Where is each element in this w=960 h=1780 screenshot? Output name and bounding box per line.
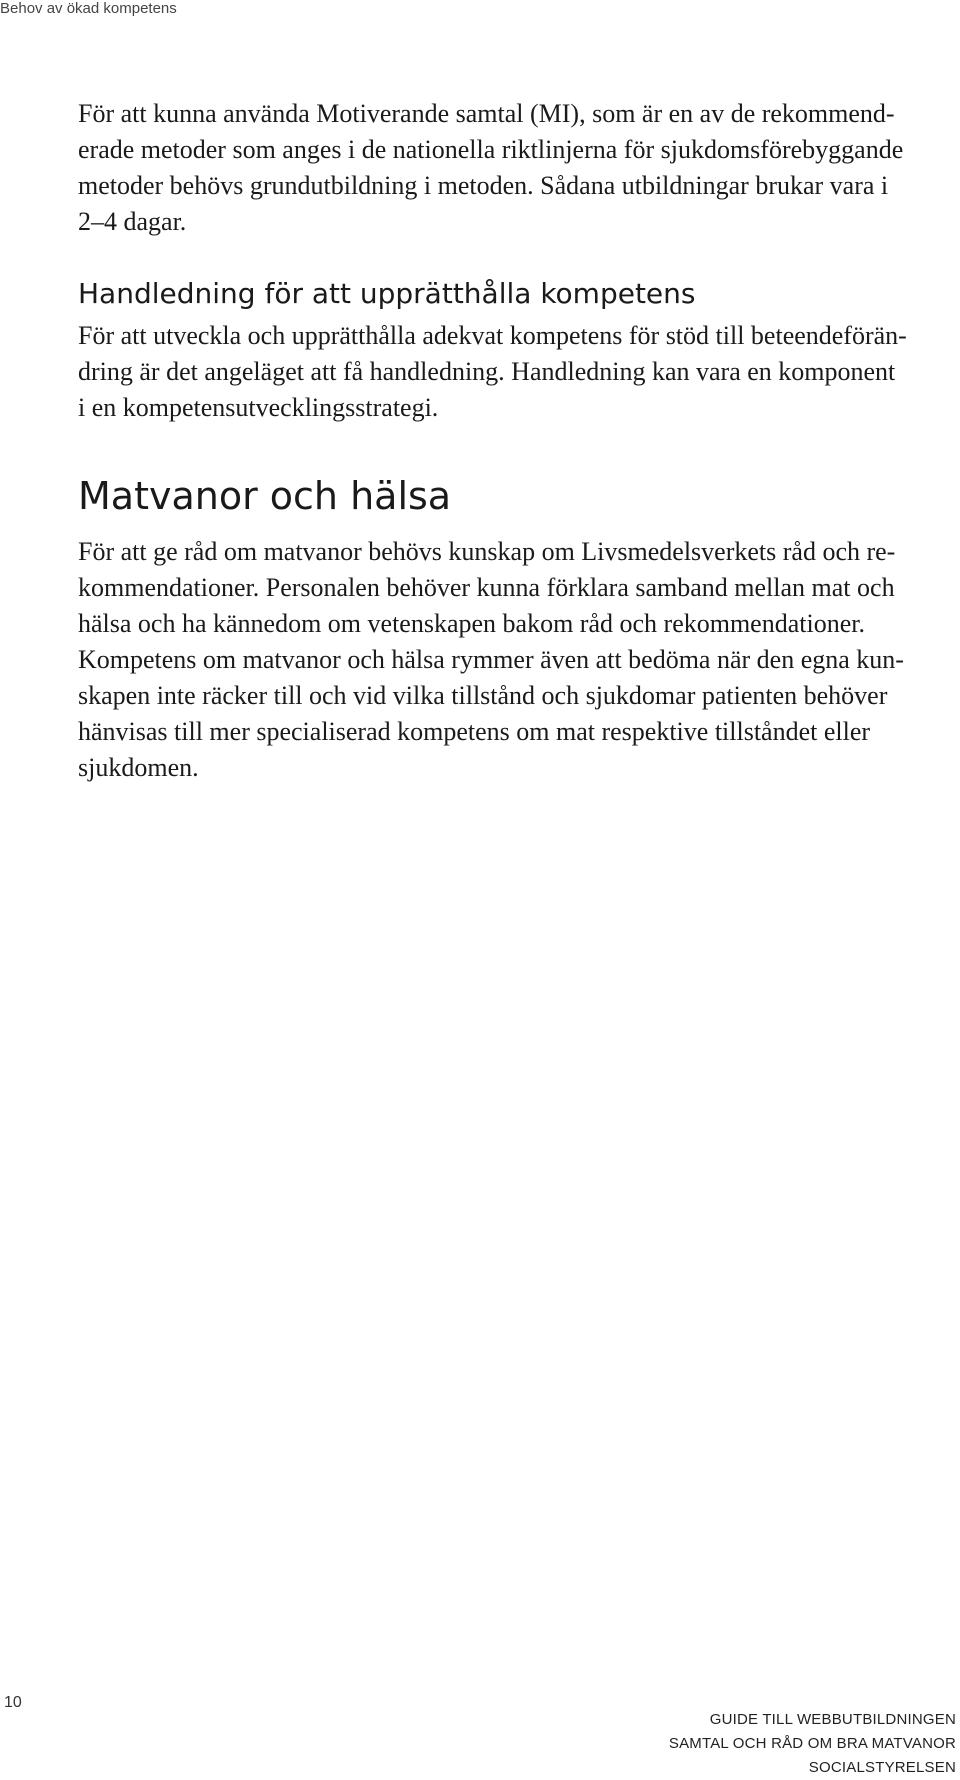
intro-paragraph xyxy=(78,96,946,240)
paragraph-line: För att utveckla och upprätthålla adekvat kompetens för stöd till beteendeförän- xyxy=(78,321,907,350)
page-content xyxy=(78,96,946,786)
running-header: Behov av ökad kompetens xyxy=(0,0,177,17)
paragraph-line: sjukdomen. xyxy=(78,753,199,782)
paragraph-line: kommendationer. Personalen behöver kunna förklara samband mellan mat och xyxy=(78,573,895,602)
paragraph-line: För att ge råd om matvanor behövs kunskap om Livsmedelsverkets råd och re- xyxy=(78,537,896,566)
paragraph-line: hänvisas till mer specialiserad kompetens om mat respektive tillståndet eller xyxy=(78,717,871,746)
paragraph-line: 2–4 dagar. xyxy=(78,207,187,236)
footer-subtitle: SAMTAL OCH RÅD OM BRA MATVANOR xyxy=(668,1735,956,1752)
footer-publication-info xyxy=(669,1708,956,1780)
paragraph-line: Kompetens om matvanor och hälsa rymmer även att bedöma när den egna kun- xyxy=(78,645,904,674)
paragraph-line: skapen inte räcker till och vid vilka tillstånd och sjukdomar patienten behöver xyxy=(78,681,888,710)
footer-guide-title: GUIDE TILL WEBBUTBILDNINGEN xyxy=(709,1711,956,1728)
paragraph-line: erade metoder som anges i de nationella riktlinjerna för sjukdomsförebyggande xyxy=(78,135,904,164)
handledning-paragraph xyxy=(78,318,946,426)
paragraph-line: För att kunna använda Motiverande samtal (MI), som är en av de rekommend- xyxy=(78,99,895,128)
section-heading-matvanor: Matvanor och hälsa xyxy=(78,474,452,518)
paragraph-line: metoder behövs grundutbildning i metoden. Sådana utbildningar brukar vara i xyxy=(78,171,889,200)
footer-publisher: SOCIALSTYRELSEN xyxy=(808,1759,956,1776)
paragraph-line: i en kompetensutvecklingsstrategi. xyxy=(78,393,439,422)
paragraph-line: dring är det angeläget att få handledning. Handledning kan vara en komponent xyxy=(78,357,896,386)
page-number: 10 xyxy=(4,1694,22,1711)
section-heading-handledning: Handledning för att upprätthålla kompetens xyxy=(78,277,696,310)
paragraph-line: hälsa och ha kännedom om vetenskapen bakom råd och rekommendationer. xyxy=(78,609,865,638)
matvanor-paragraph xyxy=(78,534,946,786)
